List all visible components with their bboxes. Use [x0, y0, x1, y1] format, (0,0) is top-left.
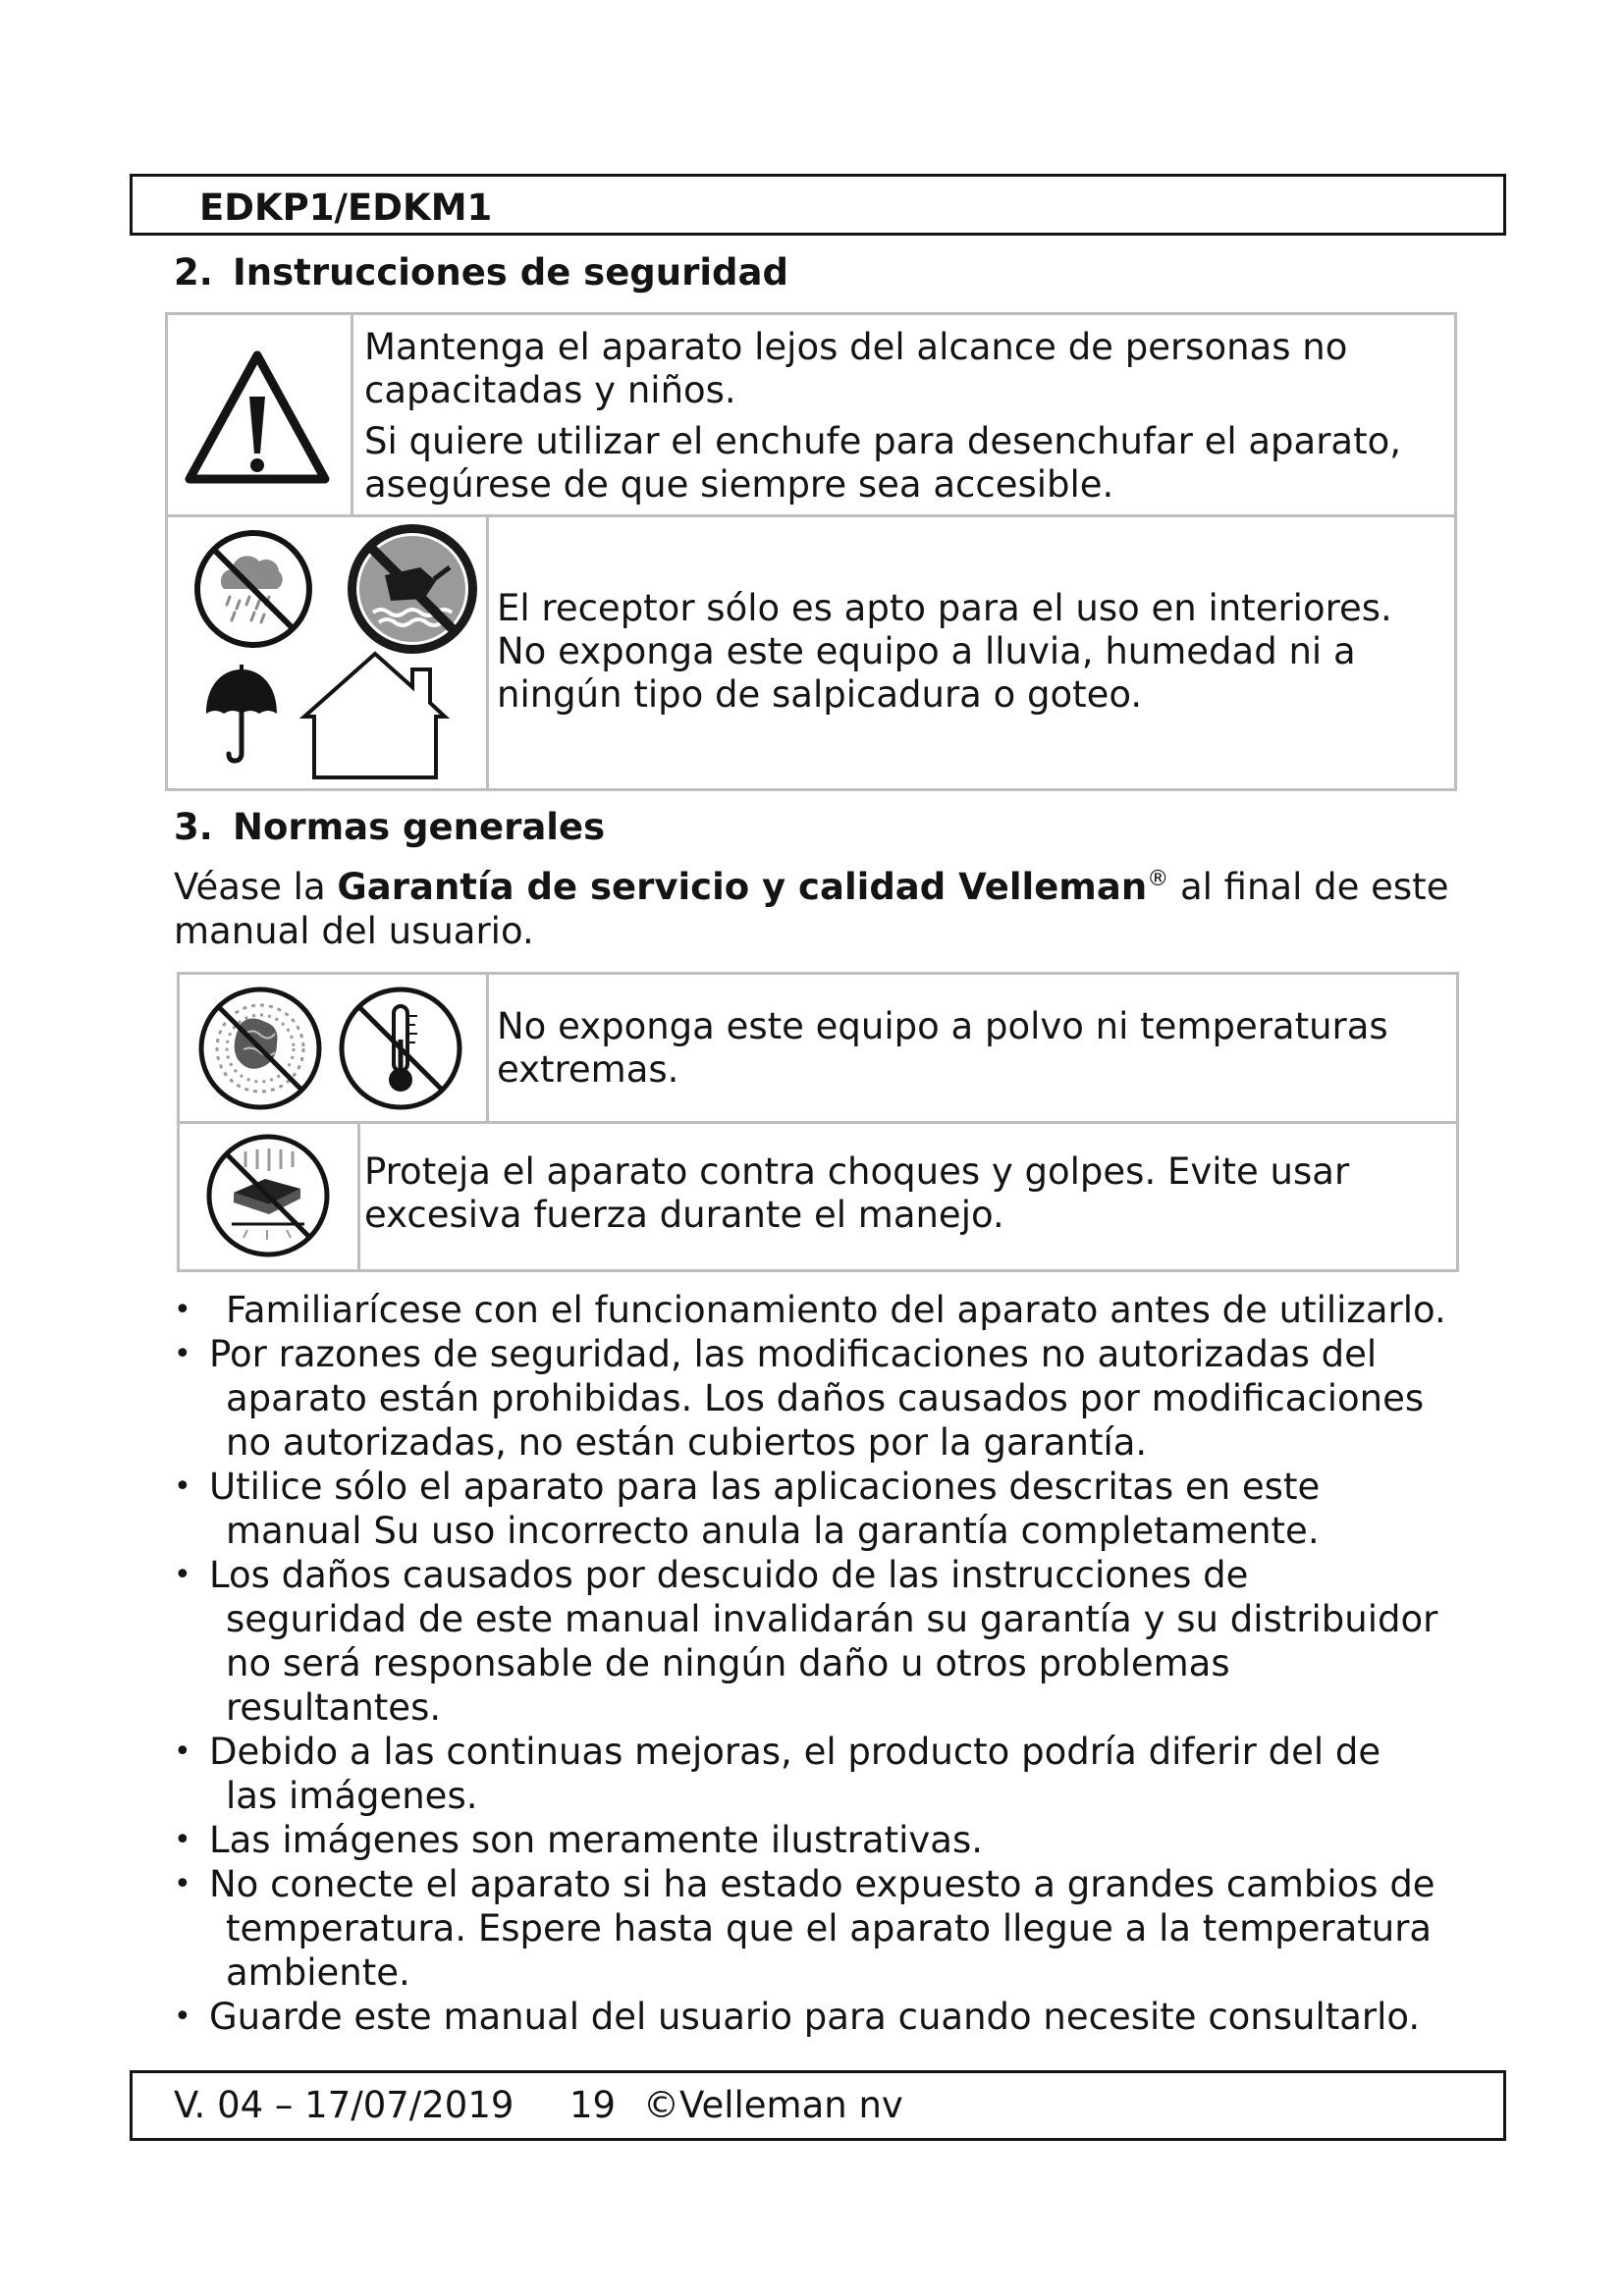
no-water-device-icon [344, 520, 481, 658]
general-text-impact [364, 1150, 1349, 1237]
section-heading-safety [174, 251, 788, 294]
section-heading-general [174, 806, 605, 849]
safety-row-indoor [165, 515, 1457, 791]
list-item-line: Las imágenes son meramente ilustrativas. [209, 1819, 984, 1861]
safety-text-plug [364, 420, 1401, 507]
section-title: Instrucciones de seguridad [233, 251, 788, 294]
list-item-line: las imágenes. [226, 1775, 478, 1817]
text-line: Mantenga el aparato lejos del alcance de personas no [364, 326, 1348, 368]
registered-mark: ® [1147, 867, 1169, 891]
list-item [174, 1553, 1470, 1730]
list-item [174, 1730, 1470, 1818]
no-dust-icon [196, 985, 324, 1112]
list-item-line: resultantes. [226, 1686, 442, 1729]
text-line: El receptor sólo es apto para el uso en interiores. [497, 587, 1392, 629]
list-item-line: Debido a las continuas mejoras, el producto podría diferir del de [209, 1731, 1381, 1773]
general-row-dust [177, 972, 1459, 1122]
page-header [130, 174, 1506, 236]
list-item-line: Familiarícese con el funcionamiento del aparato antes de utilizarlo. [226, 1289, 1446, 1331]
list-item-line: ambiente. [226, 1951, 410, 1994]
safety-text-indoor [497, 587, 1392, 717]
no-temperature-icon [337, 985, 464, 1112]
list-item-line: No conecte el aparato si ha estado expuesto a grandes cambios de [209, 1863, 1435, 1905]
text-line: asegúrese de que siempre sea accesible. [364, 463, 1114, 506]
bullet: • [174, 1867, 191, 1901]
version-date: V. 04 – 17/07/2019 [174, 2084, 514, 2126]
page-number: 19 [569, 2084, 617, 2126]
list-item-line: Por razones de seguridad, las modificaciones no autorizadas del [209, 1333, 1378, 1375]
table-divider [486, 972, 489, 1122]
list-item-line: manual Su uso incorrecto anula la garantía completamente. [226, 1510, 1320, 1552]
house-icon [295, 643, 457, 785]
table-divider [357, 1122, 360, 1272]
general-text-dust [497, 1005, 1388, 1092]
model-name: EDKP1/EDKM1 [199, 187, 493, 229]
bullet: • [174, 1558, 191, 1592]
list-item-line: Guarde este manual del usuario para cuando necesite consultarlo. [209, 1996, 1421, 2038]
text-line: extremas. [497, 1048, 679, 1091]
general-row-impact [177, 1122, 1459, 1272]
safety-row-children [165, 312, 1457, 515]
no-impact-icon [204, 1132, 332, 1259]
warning-icon [182, 346, 334, 488]
text-line: Proteja el aparato contra choques y golpes. Evite usar [364, 1150, 1350, 1193]
list-item [174, 1995, 1470, 2039]
text-line: No exponga este equipo a polvo ni temperaturas [497, 1005, 1388, 1047]
section-number: 3. [174, 806, 213, 848]
warranty-name: Garantía de servicio y calidad Velleman [337, 866, 1148, 908]
bullet: • [174, 1337, 191, 1371]
text-line: ningún tipo de salpicadura o goteo. [497, 673, 1143, 716]
warranty-intro [174, 865, 1448, 953]
intro-line: manual del usuario. [174, 910, 534, 952]
list-item-line: no autorizadas, no están cubiertos por la garantía. [226, 1421, 1148, 1464]
list-item-line: no será responsable de ningún daño u otros problemas [226, 1642, 1230, 1684]
umbrella-icon [201, 663, 285, 771]
list-item [174, 1288, 1470, 1332]
text-line: No exponga este equipo a lluvia, humedad ni a [497, 630, 1356, 672]
section-number: 2. [174, 251, 213, 294]
bullet: • [174, 1293, 191, 1327]
bullet: • [174, 1823, 191, 1857]
page-footer [130, 2070, 1506, 2141]
text-line: excesiva fuerza durante el manejo. [364, 1194, 1004, 1236]
text-line: capacitadas y niños. [364, 369, 736, 411]
list-item [174, 1862, 1470, 1995]
intro-prefix: Véase la [174, 866, 338, 908]
safety-text-children [364, 326, 1347, 412]
table-divider [351, 312, 353, 515]
list-item-line: aparato están prohibidas. Los daños causados por modificaciones [226, 1377, 1425, 1419]
list-item-line: Los daños causados por descuido de las instrucciones de [209, 1554, 1249, 1596]
list-item [174, 1818, 1470, 1862]
text-line: Si quiere utilizar el enchufe para desenchufar el aparato, [364, 420, 1401, 462]
list-item-line: seguridad de este manual invalidarán su garantía y su distribuidor [226, 1598, 1438, 1640]
intro-suffix: al final de este [1168, 866, 1449, 908]
list-item-line: temperatura. Espere hasta que el aparato llegue a la temperatura [226, 1907, 1433, 1949]
list-item [174, 1465, 1470, 1553]
list-item [174, 1332, 1470, 1465]
table-divider [486, 515, 489, 791]
section-title: Normas generales [233, 806, 606, 848]
copyright: ©Velleman nv [643, 2084, 903, 2126]
intro-line [174, 865, 1448, 909]
general-rules-list [174, 1288, 1470, 2039]
no-rain-icon [192, 528, 314, 650]
bullet: • [174, 1469, 191, 1504]
general-table [177, 972, 1459, 1272]
bullet: • [174, 2000, 191, 2034]
list-item-line: Utilice sólo el aparato para las aplicaciones descritas en este [209, 1466, 1321, 1508]
safety-table [165, 312, 1457, 791]
bullet: • [174, 1735, 191, 1769]
